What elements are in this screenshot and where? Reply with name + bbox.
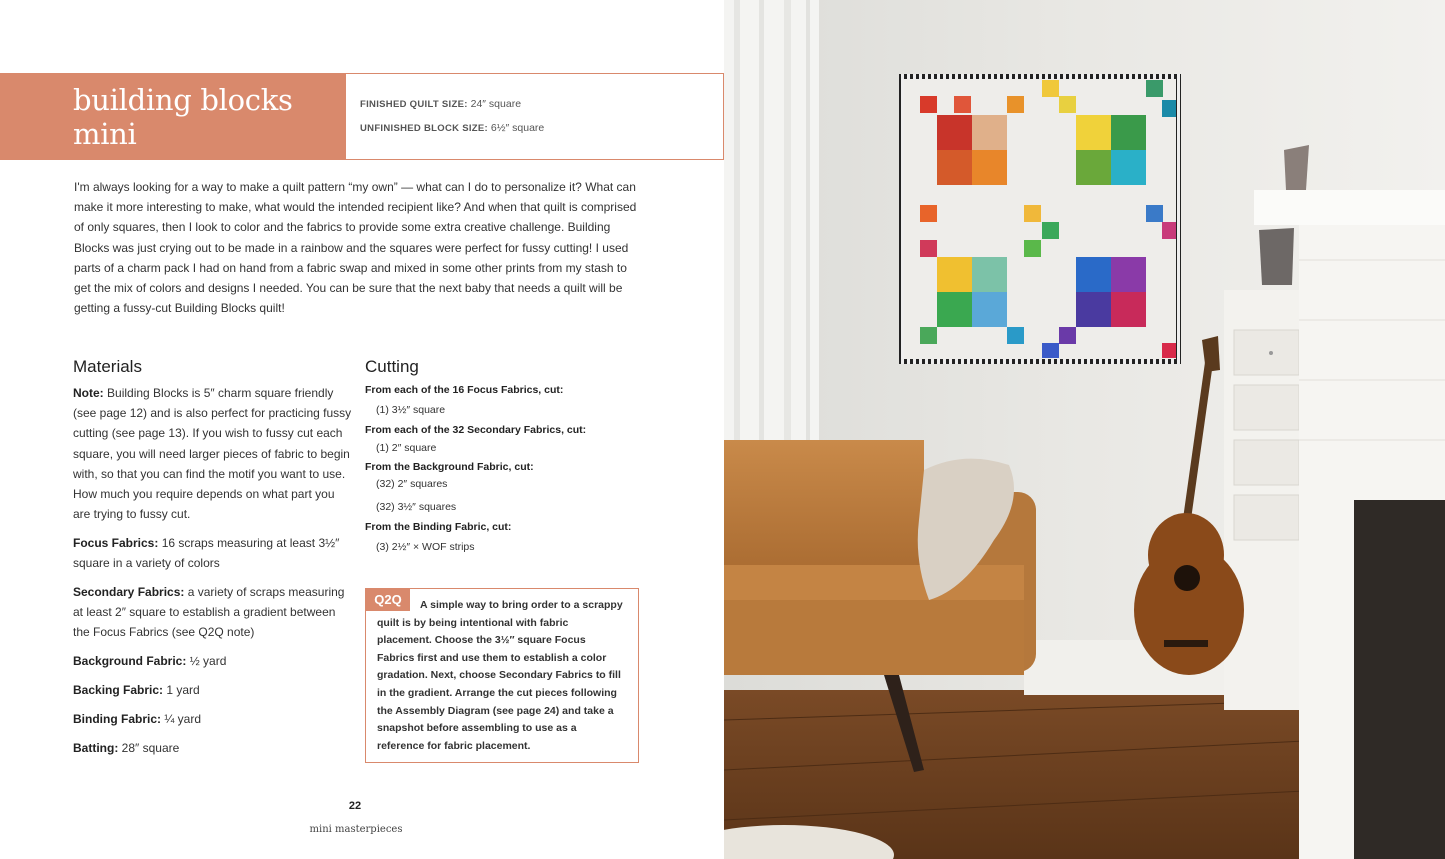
cutting-line-item: (1) 3½″ square [376, 404, 446, 416]
secondary-text: a variety of scraps measuring at least 2″ square to establish a gradient between the Focus Fabrics (see Q2Q note) [73, 585, 345, 640]
finished-size [360, 98, 521, 110]
cutting-line-item: (3) 2½″ × WOF strips [376, 541, 475, 553]
cutting-line-head: From each of the 32 Secondary Fabrics, cut: [365, 424, 587, 436]
backing-fabric [73, 680, 353, 700]
backing-label: Backing Fabric: [73, 683, 164, 697]
finished-size-value: 24″ square [470, 98, 522, 110]
room-photo [724, 0, 1445, 859]
quilt-size-box [345, 73, 724, 160]
secondary-fabrics [73, 582, 353, 643]
background-label: Background Fabric: [73, 654, 187, 668]
finished-size-label: FINISHED QUILT SIZE: [360, 99, 468, 110]
cutting-line-head: From the Background Fabric, cut: [365, 461, 534, 473]
cutting-heading: Cutting [365, 357, 419, 376]
q2q-note-box [365, 588, 639, 763]
binding-text: ¼ yard [164, 712, 202, 726]
quilt [899, 74, 1181, 364]
cutting-line-item: (1) 2″ square [376, 442, 437, 454]
binding-label: Binding Fabric: [73, 712, 161, 726]
batting-text: 28″ square [121, 741, 180, 755]
batting-label: Batting: [73, 741, 119, 755]
cutting-line-item: (32) 3½″ squares [376, 501, 457, 513]
batting [73, 738, 353, 758]
note-text: Building Blocks is 5″ charm square friendly (see page 12) and is also perfect for practicing fussy cutting (see page 13). If you wish to fussy cut each square, you will need larger pieces of fabric to begin with, so that you can find the motif you want to use. How much you require depends on what part you are trying to fussy cut. [73, 386, 352, 522]
q2q-tag: Q2Q [366, 589, 410, 611]
note-label: Note: [73, 386, 104, 400]
backing-text: 1 yard [166, 683, 200, 697]
intro-paragraph: I'm always looking for a way to make a quilt pattern “my own” — what can I do to personalize it? What can make it more interesting to make, what would the intended recipient like? And when that quilt is comprised of only squares, then I look to color and the fabrics to provide some extra creative challenge. Building Blocks was just crying out to be made in a rainbow and the squares were perfect for fussy cutting! I used parts of a charm pack I had on hand from a fabric swap and mixed in some other prints from my stash to get the mix of colors and designs I needed. You can be sure that the next baby that needs a quilt will be getting a fussy-cut Building Blocks quilt! [74, 180, 637, 316]
binding-fabric [73, 709, 353, 729]
cutting-line-head: From each of the 16 Focus Fabrics, cut: [365, 384, 564, 396]
materials-heading: Materials [73, 357, 142, 376]
secondary-label: Secondary Fabrics: [73, 585, 185, 599]
unfinished-size-value: 6½″ square [490, 122, 545, 134]
unfinished-size-label: UNFINISHED BLOCK SIZE: [360, 123, 488, 134]
unfinished-size [360, 122, 544, 134]
cutting-line-item: (32) 2″ squares [376, 478, 448, 490]
book-title-footer: mini masterpieces [309, 824, 403, 835]
page-number: 22 [348, 800, 362, 812]
materials-note [73, 383, 353, 524]
focus-fabrics [73, 533, 353, 573]
focus-text: 16 scraps measuring at least 3½″ square in a variety of colors [73, 536, 340, 571]
q2q-text: A simple way to bring order to a scrappy quilt is by being intentional with fabric placement. Choose the 3½″ square Focus Fabrics first and use them to establish a color gradation. Next, choose Secondary Fabrics to fill in the gradient. Arrange the cut pieces following the Assembly Diagram (see page 24) and take a snapshot before assembling to use as a reference for fabric placement. [377, 599, 623, 752]
background-text: ½ yard [189, 654, 227, 668]
title-band [0, 73, 345, 160]
pattern-title: building blocks mini [73, 83, 293, 151]
focus-label: Focus Fabrics: [73, 536, 159, 550]
cutting-line-head: From the Binding Fabric, cut: [365, 521, 512, 533]
background-fabric [73, 651, 353, 671]
